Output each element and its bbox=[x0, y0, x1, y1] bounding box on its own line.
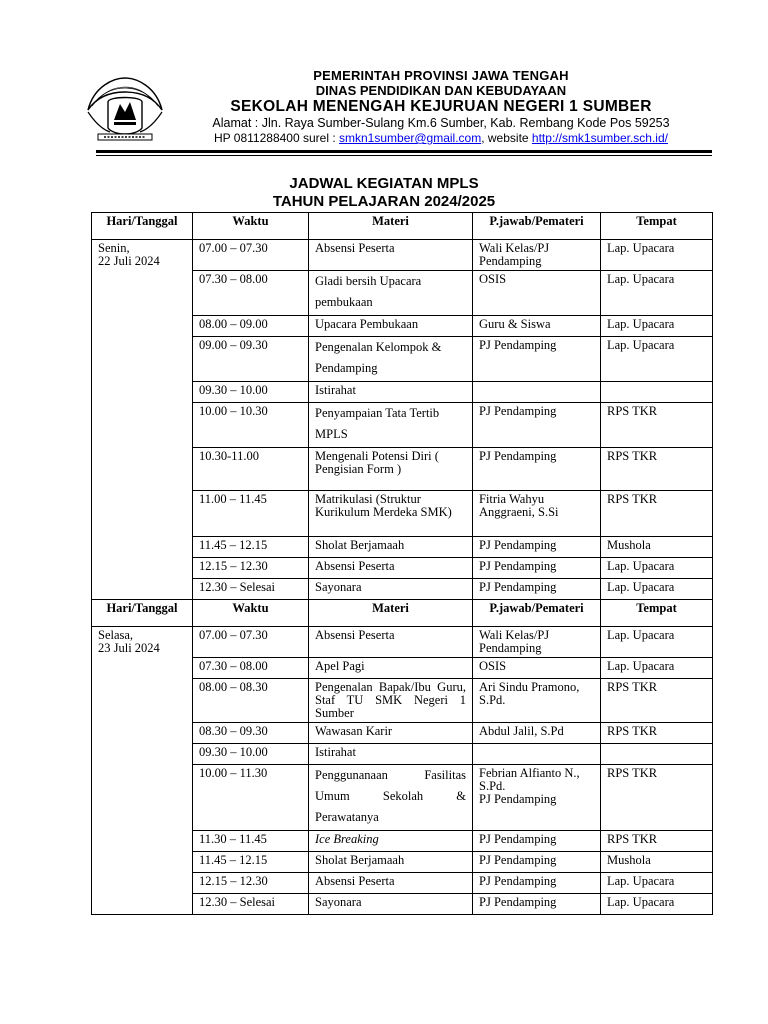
time-cell: 10.00 – 10.30 bbox=[193, 403, 309, 448]
materi-cell: Pengenalan Kelompok & Pendamping bbox=[309, 337, 473, 382]
letterhead bbox=[84, 68, 714, 154]
materi-cell: Gladi bersih Upacara pembukaan bbox=[309, 271, 473, 316]
letterhead-contact bbox=[168, 131, 714, 146]
materi-cell: Apel Pagi bbox=[309, 658, 473, 679]
pj-cell: PJ Pendamping bbox=[473, 337, 601, 382]
day-cell bbox=[92, 240, 193, 600]
tempat-cell bbox=[601, 744, 713, 765]
header-pj: P.jawab/Pemateri bbox=[473, 213, 601, 240]
day-date: 23 Juli 2024 bbox=[98, 641, 160, 655]
materi-cell: Sayonara bbox=[309, 894, 473, 915]
tempat-cell: Lap. Upacara bbox=[601, 316, 713, 337]
pj-cell: PJ Pendamping bbox=[473, 873, 601, 894]
tempat-cell: Lap. Upacara bbox=[601, 627, 713, 658]
table-header-row bbox=[92, 213, 713, 240]
materi-cell: Sholat Berjamaah bbox=[309, 537, 473, 558]
time-cell: 11.45 – 12.15 bbox=[193, 537, 309, 558]
materi-cell: Upacara Pembukaan bbox=[309, 316, 473, 337]
materi-cell: Ice Breaking bbox=[309, 831, 473, 852]
header-materi: Materi bbox=[309, 600, 473, 627]
document-title: JADWAL KEGIATAN MPLS bbox=[289, 175, 479, 192]
time-cell: 08.00 – 09.00 bbox=[193, 316, 309, 337]
tempat-cell: RPS TKR bbox=[601, 679, 713, 723]
pj-cell bbox=[473, 744, 601, 765]
time-cell: 11.30 – 11.45 bbox=[193, 831, 309, 852]
tempat-cell: Lap. Upacara bbox=[601, 894, 713, 915]
letterhead-department: DINAS PENDIDIKAN DAN KEBUDAYAAN bbox=[315, 83, 567, 98]
materi-cell: Penyampaian Tata Tertib MPLS bbox=[309, 403, 473, 448]
schedule-table bbox=[91, 212, 713, 915]
materi-cell: Absensi Peserta bbox=[309, 873, 473, 894]
pj-cell: Fitria Wahyu Anggraeni, S.Si bbox=[473, 491, 601, 537]
time-cell: 07.30 – 08.00 bbox=[193, 271, 309, 316]
tempat-cell: Lap. Upacara bbox=[601, 558, 713, 579]
materi-cell: Istirahat bbox=[309, 744, 473, 765]
tempat-cell: RPS TKR bbox=[601, 831, 713, 852]
time-cell: 11.00 – 11.45 bbox=[193, 491, 309, 537]
materi-cell: Istirahat bbox=[309, 382, 473, 403]
tempat-cell: Mushola bbox=[601, 537, 713, 558]
time-cell: 10.30-11.00 bbox=[193, 448, 309, 491]
website-prefix: , website bbox=[481, 131, 532, 145]
time-cell: 12.30 – Selesai bbox=[193, 579, 309, 600]
pj-cell: Abdul Jalil, S.Pd bbox=[473, 723, 601, 744]
tempat-cell: Lap. Upacara bbox=[601, 271, 713, 316]
day-name: Senin, bbox=[98, 241, 130, 255]
provincial-emblem-icon bbox=[84, 72, 166, 144]
time-cell: 09.00 – 09.30 bbox=[193, 337, 309, 382]
pj-cell: OSIS bbox=[473, 658, 601, 679]
tempat-cell: RPS TKR bbox=[601, 403, 713, 448]
letterhead-province: PEMERINTAH PROVINSI JAWA TENGAH bbox=[313, 68, 569, 83]
tempat-cell: RPS TKR bbox=[601, 723, 713, 744]
materi-cell: Penggunanaan Fasilitas Umum Sekolah & Perawatanya bbox=[309, 765, 473, 831]
pj-cell: Ari Sindu Pramono, S.Pd. bbox=[473, 679, 601, 723]
tempat-cell: Lap. Upacara bbox=[601, 658, 713, 679]
tempat-cell: RPS TKR bbox=[601, 448, 713, 491]
pj-cell: PJ Pendamping bbox=[473, 579, 601, 600]
pj-cell: PJ Pendamping bbox=[473, 403, 601, 448]
pj-cell bbox=[473, 382, 601, 403]
table-row bbox=[92, 627, 713, 658]
email-link[interactable]: smkn1sumber@gmail.com bbox=[339, 131, 482, 145]
time-cell: 10.00 – 11.30 bbox=[193, 765, 309, 831]
pj-cell: PJ Pendamping bbox=[473, 537, 601, 558]
tempat-cell: Lap. Upacara bbox=[601, 337, 713, 382]
letterhead-divider-thin bbox=[96, 155, 712, 156]
pj-cell: PJ Pendamping bbox=[473, 448, 601, 491]
table-row bbox=[92, 240, 713, 271]
pj-secondary: PJ Pendamping bbox=[479, 792, 557, 806]
pj-cell: PJ Pendamping bbox=[473, 558, 601, 579]
day-name: Selasa, bbox=[98, 628, 134, 642]
day-date: 22 Juli 2024 bbox=[98, 254, 160, 268]
tempat-cell: Lap. Upacara bbox=[601, 579, 713, 600]
tempat-cell: Lap. Upacara bbox=[601, 240, 713, 271]
time-cell: 12.15 – 12.30 bbox=[193, 873, 309, 894]
header-tempat: Tempat bbox=[601, 213, 713, 240]
tempat-cell: RPS TKR bbox=[601, 491, 713, 537]
time-cell: 08.00 – 08.30 bbox=[193, 679, 309, 723]
header-pj: P.jawab/Pemateri bbox=[473, 600, 601, 627]
website-link[interactable]: http://smk1sumber.sch.id/ bbox=[531, 131, 668, 145]
materi-cell: Absensi Peserta bbox=[309, 558, 473, 579]
pj-cell bbox=[473, 765, 601, 831]
contact-phone: HP 0811288400 surel : bbox=[214, 131, 339, 145]
tempat-cell: Mushola bbox=[601, 852, 713, 873]
pj-cell: OSIS bbox=[473, 271, 601, 316]
materi-cell: Pengenalan Bapak/Ibu Guru, Staf TU SMK Negeri 1 Sumber bbox=[309, 679, 473, 723]
tempat-cell: RPS TKR bbox=[601, 765, 713, 831]
pj-cell: Guru & Siswa bbox=[473, 316, 601, 337]
pj-cell: PJ Pendamping bbox=[473, 852, 601, 873]
letterhead-address: Alamat : Jln. Raya Sumber-Sulang Km.6 Sumber, Kab. Rembang Kode Pos 59253 bbox=[212, 116, 670, 130]
header-day: Hari/Tanggal bbox=[92, 600, 193, 627]
header-materi: Materi bbox=[309, 213, 473, 240]
materi-cell: Mengenali Potensi Diri ( Pengisian Form ) bbox=[309, 448, 473, 491]
document-subtitle: TAHUN PELAJARAN 2024/2025 bbox=[272, 193, 496, 210]
time-cell: 08.30 – 09.30 bbox=[193, 723, 309, 744]
header-time: Waktu bbox=[193, 600, 309, 627]
time-cell: 09.30 – 10.00 bbox=[193, 744, 309, 765]
time-cell: 07.30 – 08.00 bbox=[193, 658, 309, 679]
time-cell: 12.30 – Selesai bbox=[193, 894, 309, 915]
materi-cell: Sayonara bbox=[309, 579, 473, 600]
tempat-cell: Lap. Upacara bbox=[601, 873, 713, 894]
pj-name: Febrian Alfianto N., S.Pd. bbox=[479, 766, 580, 793]
time-cell: 12.15 – 12.30 bbox=[193, 558, 309, 579]
header-time: Waktu bbox=[193, 213, 309, 240]
materi-cell: Wawasan Karir bbox=[309, 723, 473, 744]
letterhead-school-name: SEKOLAH MENENGAH KEJURUAN NEGERI 1 SUMBER bbox=[230, 98, 652, 115]
pj-cell: Wali Kelas/PJ Pendamping bbox=[473, 240, 601, 271]
pj-cell: PJ Pendamping bbox=[473, 894, 601, 915]
table-header-row bbox=[92, 600, 713, 627]
time-cell: 07.00 – 07.30 bbox=[193, 627, 309, 658]
header-tempat: Tempat bbox=[601, 600, 713, 627]
letterhead-divider-thick bbox=[96, 150, 712, 153]
materi-cell: Sholat Berjamaah bbox=[309, 852, 473, 873]
pj-cell: Wali Kelas/PJ Pendamping bbox=[473, 627, 601, 658]
time-cell: 07.00 – 07.30 bbox=[193, 240, 309, 271]
materi-cell: Absensi Peserta bbox=[309, 627, 473, 658]
header-day: Hari/Tanggal bbox=[92, 213, 193, 240]
time-cell: 09.30 – 10.00 bbox=[193, 382, 309, 403]
materi-cell: Matrikulasi (Struktur Kurikulum Merdeka SMK) bbox=[309, 491, 473, 537]
letterhead-text bbox=[168, 68, 714, 146]
materi-cell: Absensi Peserta bbox=[309, 240, 473, 271]
time-cell: 11.45 – 12.15 bbox=[193, 852, 309, 873]
pj-cell: PJ Pendamping bbox=[473, 831, 601, 852]
day-cell bbox=[92, 627, 193, 915]
tempat-cell bbox=[601, 382, 713, 403]
